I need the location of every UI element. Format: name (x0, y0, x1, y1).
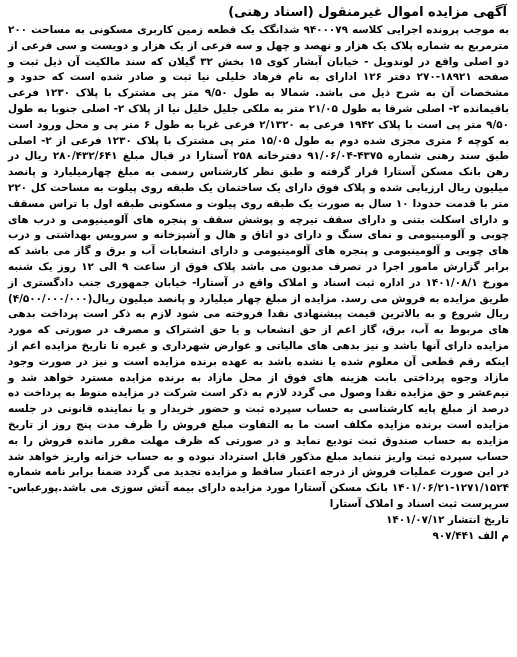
publish-date: تاریخ انتشار ۱۴۰۱/۰۷/۱۲ (386, 513, 509, 526)
auction-notice (6, 4, 511, 544)
notice-title: آگهی مزایده اموال غیرمنقول (اسناد رهنی) (228, 5, 507, 20)
notice-body: به موجب پرونده اجرایی کلاسه ۹۴۰۰۰۷۹ شدانگک یک قطعه زمین کاربری مسکونی به مساحت ۲۰۰ مترمربع به شماره پلاک یک هزار و نهصد و چهل و سه فرعی از یک هزار و دویست و سی فرعی از دو اصلی واقع در لوندویل - خیابان آبشار کوی ۱۵ بخش ۳۲ گیلان که سند مالکیت آن ذیل ثبت و صفحه ۱۸۹۲۱-۲۷۰ دفتر ۱۲۶ ادارای به نام فرهاد خلیلی نیا ثبت و صادر شده است که حدود و مشخصات آن به شرح ذیل می باشد. شمالا به طول ۹/۵۰ متر پی مشترک با پلاک ۱۲۳۰ فرعی باقیمانده ۲- اصلی شرقا به طول ۲۱/۰۵ متر به ملکی جلیل خلیل نیا از پلاک ۲- اصلی جنوبا به طول ۹/۵۰ متر پی است با پلاک ۱۹۴۲ فرعی به ۲/۱۳۲۰ فرعی غربا به طول ۶ متر پی و محل ورود است به کوچه ۶ متری مجزی شده دوم به طول ۱۵/۰۵ متر پی مشترک با پلاک ۱۲۳۰ فرعی از ۲- اصلی طبق سند رهنی شماره ۴۳۷۵-۹۱/۰۶/۰۴ دفترخانه ۲۵۸ آستارا در قبال مبلغ ۲۸۰/۴۳۲/۶۴۱ ریال در رهن بانک مسکن آستارا قرار گرفته و طبق نظر کارشناس رسمی به مبلغ چهارمیلیارد و پانصد میلیون ریال ارزیابی شده و پلاک فوق دارای یک ساختمان یک طبقه روی پیلوت به مساحت کل ۲۲۰ متر با قدمت حدودا ۱۰ سال به صورت یک طبقه روی پیلوت و مسکونی طبقه اول با تراس مسقف و دارای اسکلت بتنی و دارای سقف تیرچه و پوشش سقف و پنجره های آلومینیومی و درب های چوبی و آلومینیومی و نمای سنگ و دارای دو اتاق و هال و آشپزخانه و سرویس بهداشتی و درب های چوبی و آلومینیومی و پنجره های آلومینیومی و دارای انشعابات آب و برق و گاز می باشد که برابر گزارش مامور اجرا در تصرف مدیون می باشد پلاک فوق از ساعت ۹ الی ۱۲ روز یک شنبه مورخ ۱۴۰۱/۰۸/۱ در اداره ثبت اسناد و املاک واقع در آستارا- خیابان جمهوری جنب دادگستری از طریق مزایده به فروش می رسد. مزایده از مبلغ چهار میلیارد و پانصد میلیون ریال(۴/۵۰۰/۰۰۰/۰۰۰) ریال شروع و به بالاترین قیمت پیشنهادی نقدا فروخته می شود لازم به ذکر است پرداخت بدهی های مربوط به آب، برق، گاز اعم از حق انشعاب و یا حق اشتراک و مصرف در صورتی که مورد مزایده دارای آنها باشد و نیز بدهی های مالیاتی و عوارض شهرداری و غیره تا تاریخ مزایده اعم از اینکه رقم قطعی آن معلوم شده یا نشده باشد به عهده برنده مزایده است و نیز در صورت وجود مازاد وجوه پرداختی بابت هزینه های فوق از محل مازاد به برنده مزایده مسترد خواهد شد و نیم‌عشر و حق مزایده نقدا وصول می گردد لازم به ذکر است شرکت در مزایده منوط به پرداخت ده درصد از مبلغ پایه کارشناسی به حساب سپرده ثبت و حضور خریدار و یا نماینده قانونی در جلسه مزایده است برنده مزایده مکلف است ما به التفاوت مبلغ فروش را ظرف مدت پنج روز از تاریخ مزایده به حساب صندوق ثبت تودیع نماید و در صورتی که ظرف مهلت مقرر مانده فروش را به حساب سپرده ثبت واریز ننماید مبلغ مذکور قابل استرداد نبوده و به حساب خزانه واریز خواهد شد در این صورت عملیات فروش از درجه اعتبار ساقط و مزایده تجدید می گردد ضمنا برابر نامه شماره ۱۲۷۱/۱۵۲۴-۱۴۰۱/۰۶/۲۱ بانک مسکن آستارا مورد مزایده دارای بیمه آتش سوزی می باشد.پورعباس- سرپرست ثبت اسناد و املاک آستارا (8, 24, 510, 510)
notice-reference: م الف ۹۰۷/۴۴۱ (432, 529, 509, 542)
